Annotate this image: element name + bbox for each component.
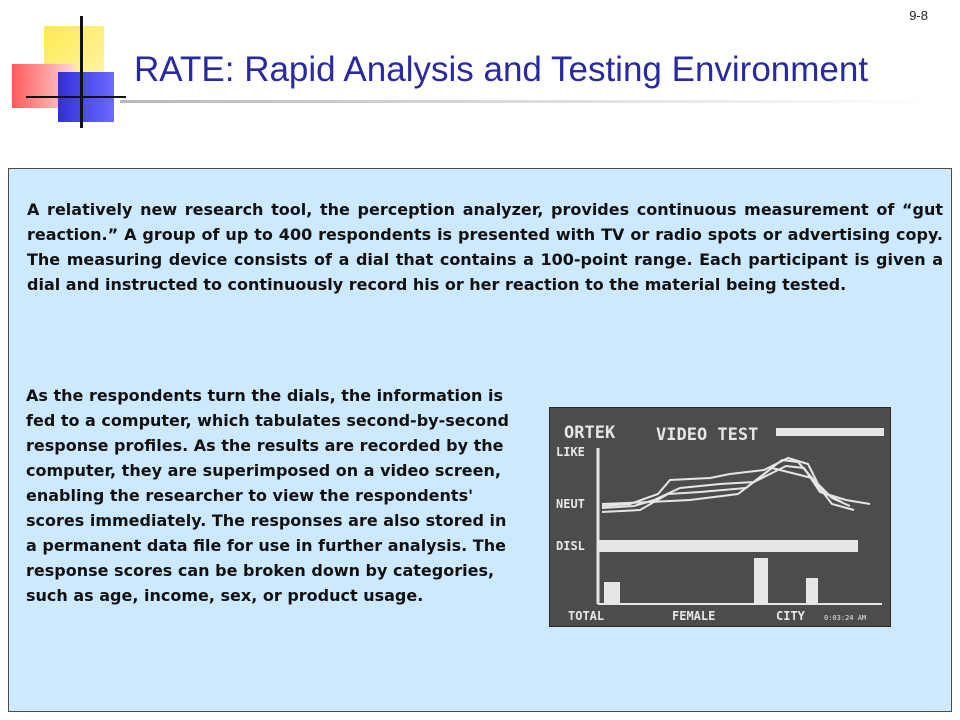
female-bar: [754, 558, 768, 604]
dislike-label: DISL: [556, 539, 585, 553]
total-label: TOTAL: [568, 609, 605, 623]
time-code: 0:03:24 AM: [824, 614, 867, 622]
decorative-squares: [0, 0, 140, 140]
neutral-label: NEUT: [556, 497, 585, 511]
female-label: FEMALE: [672, 609, 716, 623]
city-label: CITY: [776, 609, 805, 623]
dislike-band: [598, 540, 858, 552]
video-test-screenshot: [549, 407, 891, 627]
detail-paragraph: As the respondents turn the dials, the information is fed to a computer, which tabulates second-by-second response profiles. As the results are recorded by the computer, they are superimposed on a video screen, enabling the researcher to view the respondents' scores immediately. The responses are also stored in a permanent data file for use in further analysis. The response scores can be broken down by categories, such as age, income, sex, or product usage.: [26, 386, 509, 605]
city-bar: [806, 578, 818, 604]
horizontal-line: [26, 96, 126, 98]
brand-label: ORTEK: [564, 423, 616, 443]
slide-number: 9-8: [909, 8, 928, 23]
intro-paragraph: A relatively new research tool, the perception analyzer, provides continuous measurement of “gut reaction.” A group of up to 400 respondents is presented with TV or radio spots or advertising copy. The measuring device consists of a dial that contains a 100-point range. Each participant is given a dial and instructed to continuously record his or her reaction to the material being tested.: [27, 200, 943, 294]
heading-label: VIDEO TEST: [656, 425, 759, 445]
slide-title: RATE: Rapid Analysis and Testing Environment: [134, 50, 869, 89]
heading-bar: [776, 428, 884, 436]
vertical-line: [80, 16, 83, 128]
like-label: LIKE: [556, 445, 585, 459]
video-test-graphic: [550, 408, 890, 626]
total-bar: [604, 582, 620, 604]
content-box: [8, 168, 952, 712]
title-underline: [120, 100, 940, 103]
response-line-4: [602, 460, 842, 504]
